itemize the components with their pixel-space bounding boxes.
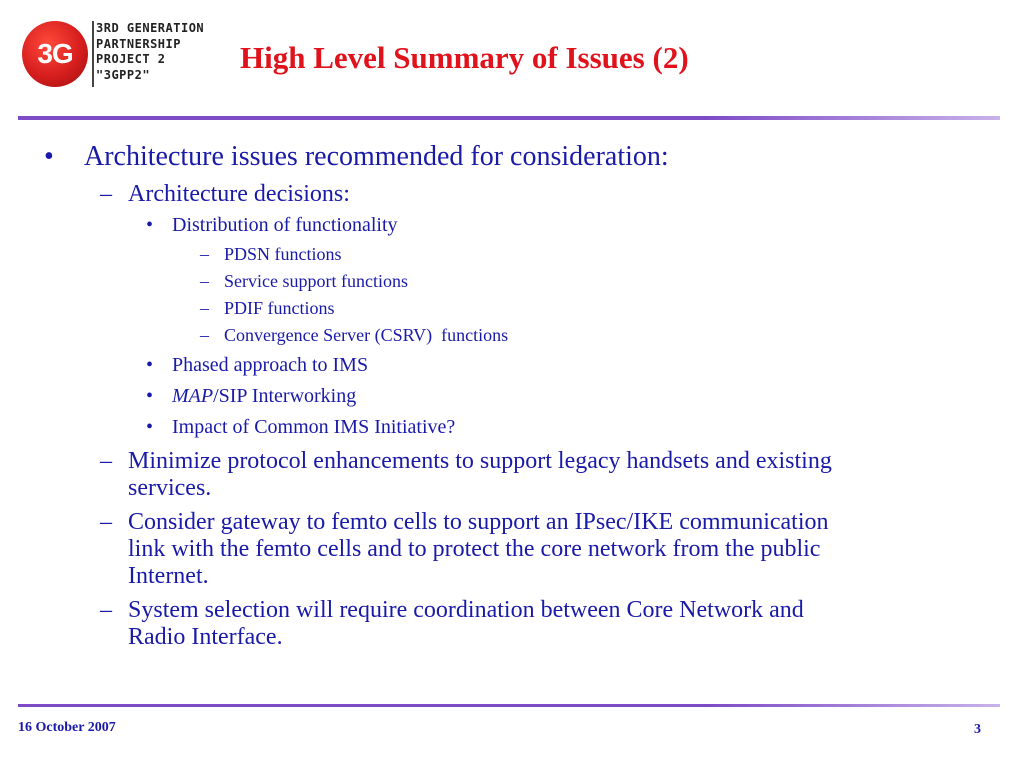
sub-sub-bullet-item: [0, 416, 1024, 440]
sub-bullet-text-line: Internet.: [128, 563, 209, 589]
sub-sub-bullet-item: [0, 214, 1024, 238]
level4-text: Service support functions: [224, 271, 408, 291]
sub-bullet-text: Architecture decisions:: [128, 181, 350, 207]
sub-sub-bullet-text: [172, 385, 356, 407]
logo-line-2: PARTNERSHIP: [96, 36, 181, 51]
plain-text: /SIP Interworking: [213, 385, 357, 407]
sub-bullet-text-line: link with the femto cells and to protect the core network from the public: [128, 536, 821, 562]
sub-sub-bullet-text: Distribution of functionality: [172, 214, 398, 236]
sub-sub-bullet-text: Phased approach to IMS: [172, 354, 369, 376]
logo-line-4: "3GPP2": [96, 67, 151, 82]
3g-logo-mark: 3G: [22, 21, 88, 87]
bullet-marker: •: [146, 214, 154, 236]
sub-bullet-item: [0, 181, 1024, 209]
italic-text: MAP: [172, 385, 214, 407]
level4-item: [0, 244, 1024, 266]
footer-divider: [18, 704, 1000, 707]
sub-bullet-text-line: Consider gateway to femto cells to support an IPsec/IKE communication: [128, 509, 829, 535]
dash-marker: –: [200, 298, 209, 318]
sub-bullet-item: [0, 448, 1024, 504]
sub-sub-bullet-item: [0, 354, 1024, 378]
dash-marker: –: [200, 271, 209, 291]
dash-marker: –: [100, 509, 112, 535]
sub-bullet-item: [0, 509, 1024, 593]
level4-item: [0, 271, 1024, 293]
sub-bullet-text-line: services.: [128, 475, 212, 501]
sub-bullet-item: [0, 597, 1024, 653]
page-number: 3: [974, 722, 981, 737]
bullet-text: Architecture issues recommended for consideration:: [84, 141, 669, 172]
3gpp2-logo: [22, 21, 252, 89]
dash-marker: –: [100, 181, 112, 207]
dash-marker: –: [200, 325, 209, 345]
sub-bullet-text-line: Minimize protocol enhancements to support legacy handsets and existing: [128, 448, 832, 474]
logo-divider: [92, 21, 94, 87]
bullet-item: [0, 142, 1024, 174]
logo-text: [96, 21, 204, 83]
level4-text: PDSN functions: [224, 244, 342, 264]
bullet-marker: •: [146, 354, 154, 376]
slide-title: High Level Summary of Issues (2): [240, 40, 689, 75]
dash-marker: –: [200, 244, 209, 264]
bullet-marker: •: [146, 385, 154, 407]
bullet-marker: •: [146, 416, 154, 438]
header-divider: [18, 116, 1000, 120]
level4-item: [0, 298, 1024, 320]
level4-item: [0, 325, 1024, 347]
bullet-marker: •: [44, 141, 54, 172]
dash-marker: –: [100, 597, 112, 623]
level4-text: PDIF functions: [224, 298, 335, 318]
footer-date: 16 October 2007: [18, 720, 116, 735]
sub-sub-bullet-text: Impact of Common IMS Initiative?: [172, 416, 456, 438]
dash-marker: –: [100, 448, 112, 474]
level4-text: Convergence Server (CSRV) functions: [224, 325, 509, 345]
sub-sub-bullet-item: [0, 385, 1024, 409]
logo-line-3: PROJECT 2: [96, 52, 166, 66]
logo-line-1: 3RD GENERATION: [96, 21, 205, 35]
sub-bullet-text-line: System selection will require coordination between Core Network and: [128, 597, 804, 623]
sub-bullet-text-line: Radio Interface.: [128, 624, 283, 650]
